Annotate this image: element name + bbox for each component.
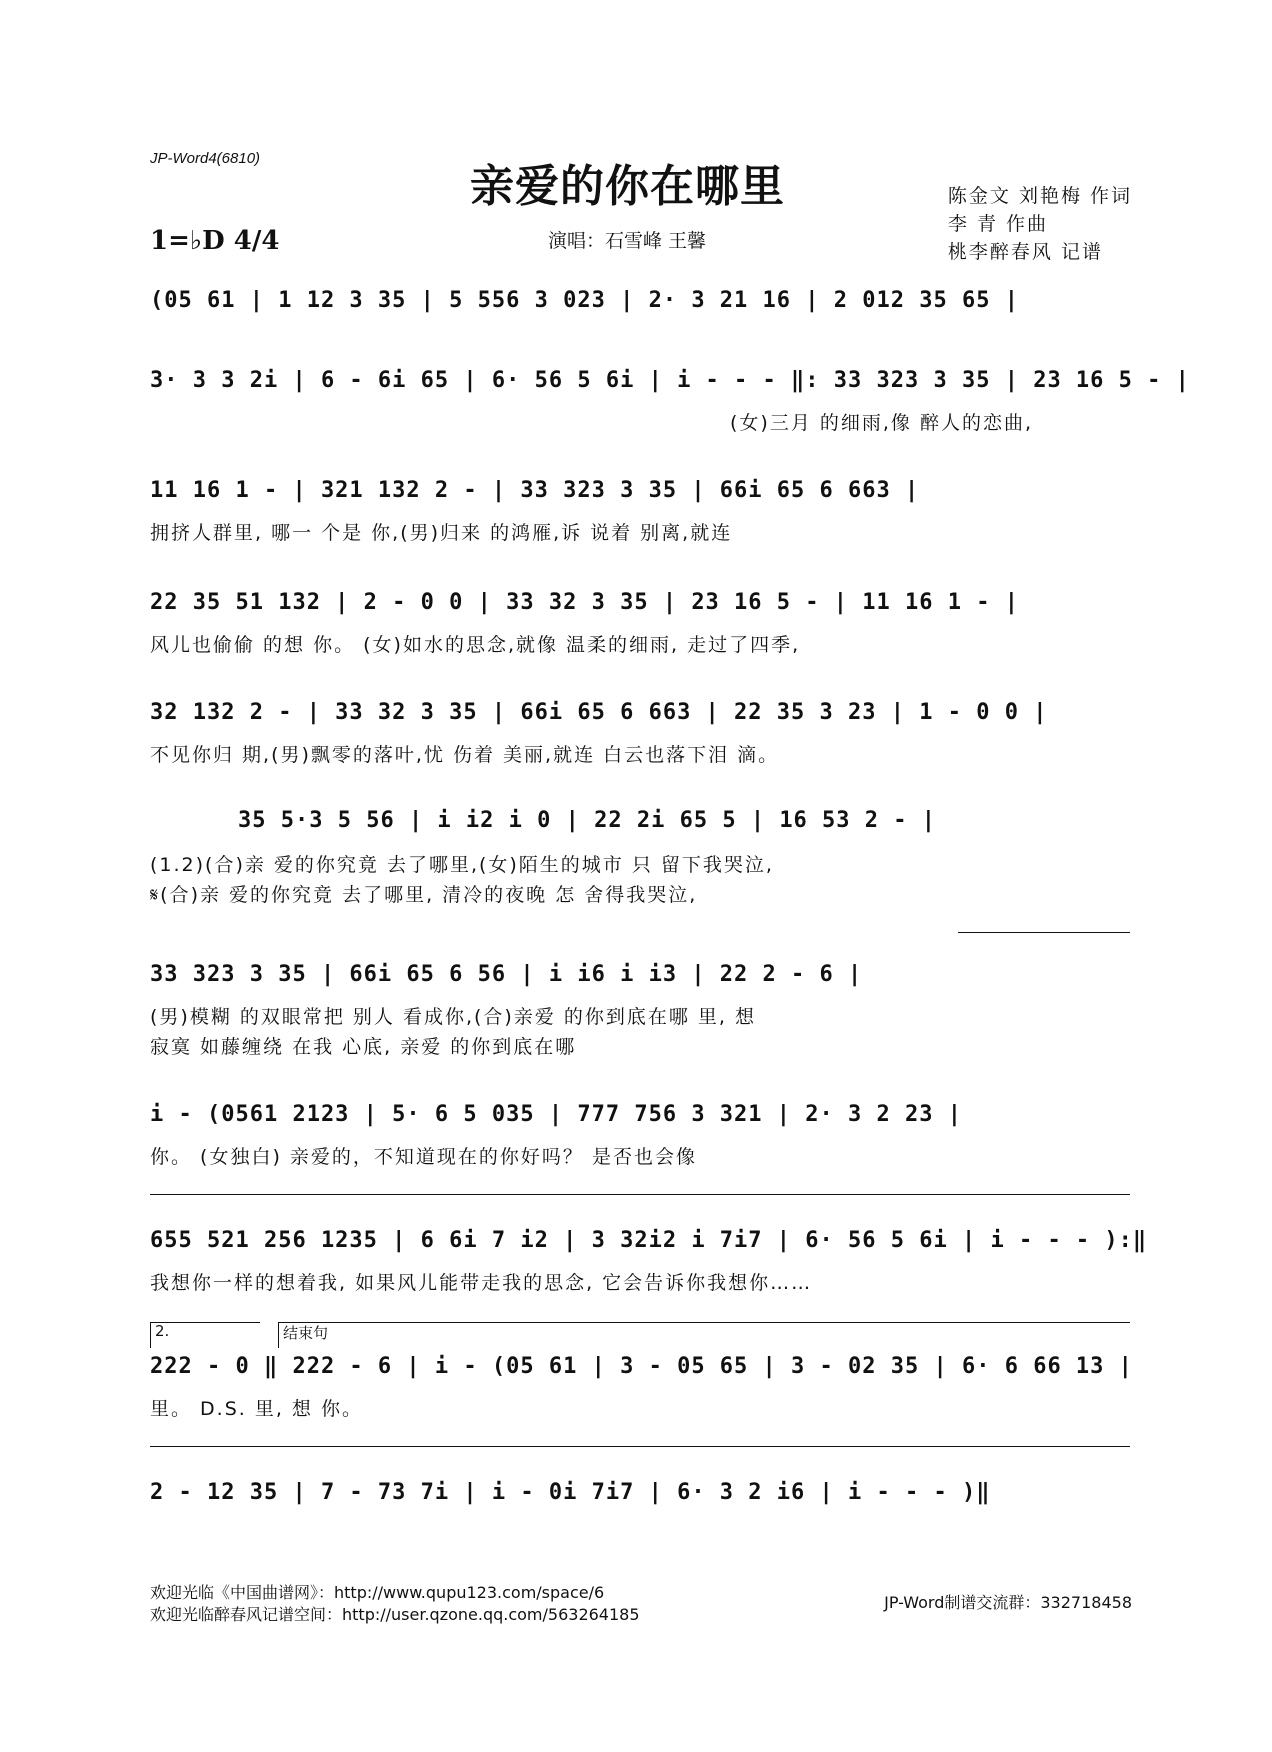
lyric-line: 寂寞 如藤缠绕 在我 心底, 亲爱 的你到底在哪 <box>150 1036 577 1058</box>
score-row-10 <box>150 1322 1133 1420</box>
coda-bracket <box>150 1446 1130 1447</box>
footer-line: 欢迎光临醉春风记谱空间：http://user.qzone.qq.com/563264185 <box>150 1605 640 1624</box>
notes: 655 521 256 1235 | 6 6i 7 i2 | 3 32i2 i 7i7 | 6· 56 5 6i | i - - - ):‖ <box>150 1228 1148 1253</box>
lyric-line: 𝄋(合)亲 爱的你究竟 去了哪里, 清冷的夜晚 怎 舍得我哭泣, <box>150 884 698 906</box>
notes: (05 61 | 1 12 3 35 | 5 556 3 023 | 2· 3 21 16 | 2 012 35 65 | <box>150 288 1019 313</box>
lyric-line: 不见你归 期,(男)飘零的落叶,忧 伤着 美丽,就连 白云也落下泪 滴。 <box>150 744 780 766</box>
lyric-line: 你。 (女独白) 亲爱的，不知道现在的你好吗？ 是否也会像 <box>150 1146 697 1168</box>
footer-group: JP-Word制谱交流群：332718458 <box>884 1593 1132 1612</box>
notes: 35 5·3 5 56 | i i2 i 0 | 22 2i 65 5 | 16 53 2 - | <box>238 808 937 833</box>
score-row-8 <box>150 1102 1130 1168</box>
score-row-6 <box>150 808 1130 906</box>
lyric-line: (1.2)(合)亲 爱的你究竟 去了哪里,(女)陌生的城市 只 留下我哭泣, <box>150 854 774 876</box>
score-row-5 <box>150 700 1130 766</box>
ending-bracket <box>958 932 1130 933</box>
footer-line: 欢迎光临《中国曲谱网》：http://www.qupu123.com/space/6 <box>150 1583 605 1602</box>
footer-links <box>150 1582 640 1626</box>
lyric-line: (男)模糊 的双眼常把 别人 看成你,(合)亲爱 的你到底在哪 里, 想 <box>150 1006 756 1028</box>
composer: 李 青 作曲 <box>947 213 1048 235</box>
lyric-line: 我想你一样的想着我, 如果风儿能带走我的思念, 它会告诉你我想你…… <box>150 1272 813 1294</box>
coda-label: 结束句 <box>278 1322 328 1348</box>
score-row-11 <box>150 1480 1130 1505</box>
notes: 32 132 2 - | 33 32 3 35 | 66i 65 6 663 | 22 35 3 23 | 1 - 0 0 | <box>150 700 1048 725</box>
score-row-9 <box>150 1228 1148 1294</box>
transcriber: 桃李醉春风 记谱 <box>947 241 1103 263</box>
second-ending: 2. <box>150 1322 169 1348</box>
notes: 222 - 0 ‖ 222 - 6 | i - (05 61 | 3 - 05 65 | 3 - 02 35 | 6· 6 66 13 | <box>150 1354 1133 1379</box>
score-row-4 <box>150 590 1130 656</box>
lyric-line: 拥挤人群里, 哪一 个是 你,(男)归来 的鸿雁,诉 说着 别离,就连 <box>150 522 733 544</box>
second-ending-line <box>150 1322 260 1323</box>
lyric-line: 里。 D.S. 里, 想 你。 <box>150 1398 363 1420</box>
notes: i - (0561 2123 | 5· 6 5 035 | 777 756 3 321 | 2· 3 2 23 | <box>150 1102 962 1127</box>
score-row-3 <box>150 478 1130 544</box>
lyric-line: 风儿也偷偷 的想 你。 (女)如水的思念,就像 温柔的细雨, 走过了四季, <box>150 634 801 656</box>
source-tag: JP-Word4(6810) <box>150 150 261 167</box>
song-title: 亲爱的你在哪里 <box>470 161 785 212</box>
notes: 11 16 1 - | 321 132 2 - | 33 323 3 35 | 66i 65 6 663 | <box>150 478 920 503</box>
score-row-2 <box>150 368 1190 434</box>
performers: 演唱：石雪峰 王馨 <box>548 230 707 252</box>
repeat-bracket <box>150 1194 1130 1195</box>
notes: 33 323 3 35 | 66i 65 6 56 | i i6 i i3 | 22 2 - 6 | <box>150 962 863 987</box>
lyricist: 陈金文 刘艳梅 作词 <box>947 185 1132 207</box>
score-row-1 <box>150 288 1130 313</box>
score-row-7 <box>150 962 1130 1058</box>
key-signature: 1=♭D 4/4 <box>150 226 280 256</box>
lyric-line: (女)三月 的细雨,像 醉人的恋曲, <box>730 412 1033 434</box>
notes: 2 - 12 35 | 7 - 73 7i | i - 0i 7i7 | 6· 3 2 i6 | i - - - )‖ <box>150 1480 991 1505</box>
notes: 22 35 51 132 | 2 - 0 0 | 33 32 3 35 | 23 16 5 - | 11 16 1 - | <box>150 590 1019 615</box>
notes: 3· 3 3 2i | 6 - 6i 65 | 6· 56 5 6i | i - - - ‖: 33 323 3 35 | 23 16 5 - | <box>150 368 1190 393</box>
credits <box>948 182 1132 266</box>
coda-line <box>278 1322 1130 1323</box>
